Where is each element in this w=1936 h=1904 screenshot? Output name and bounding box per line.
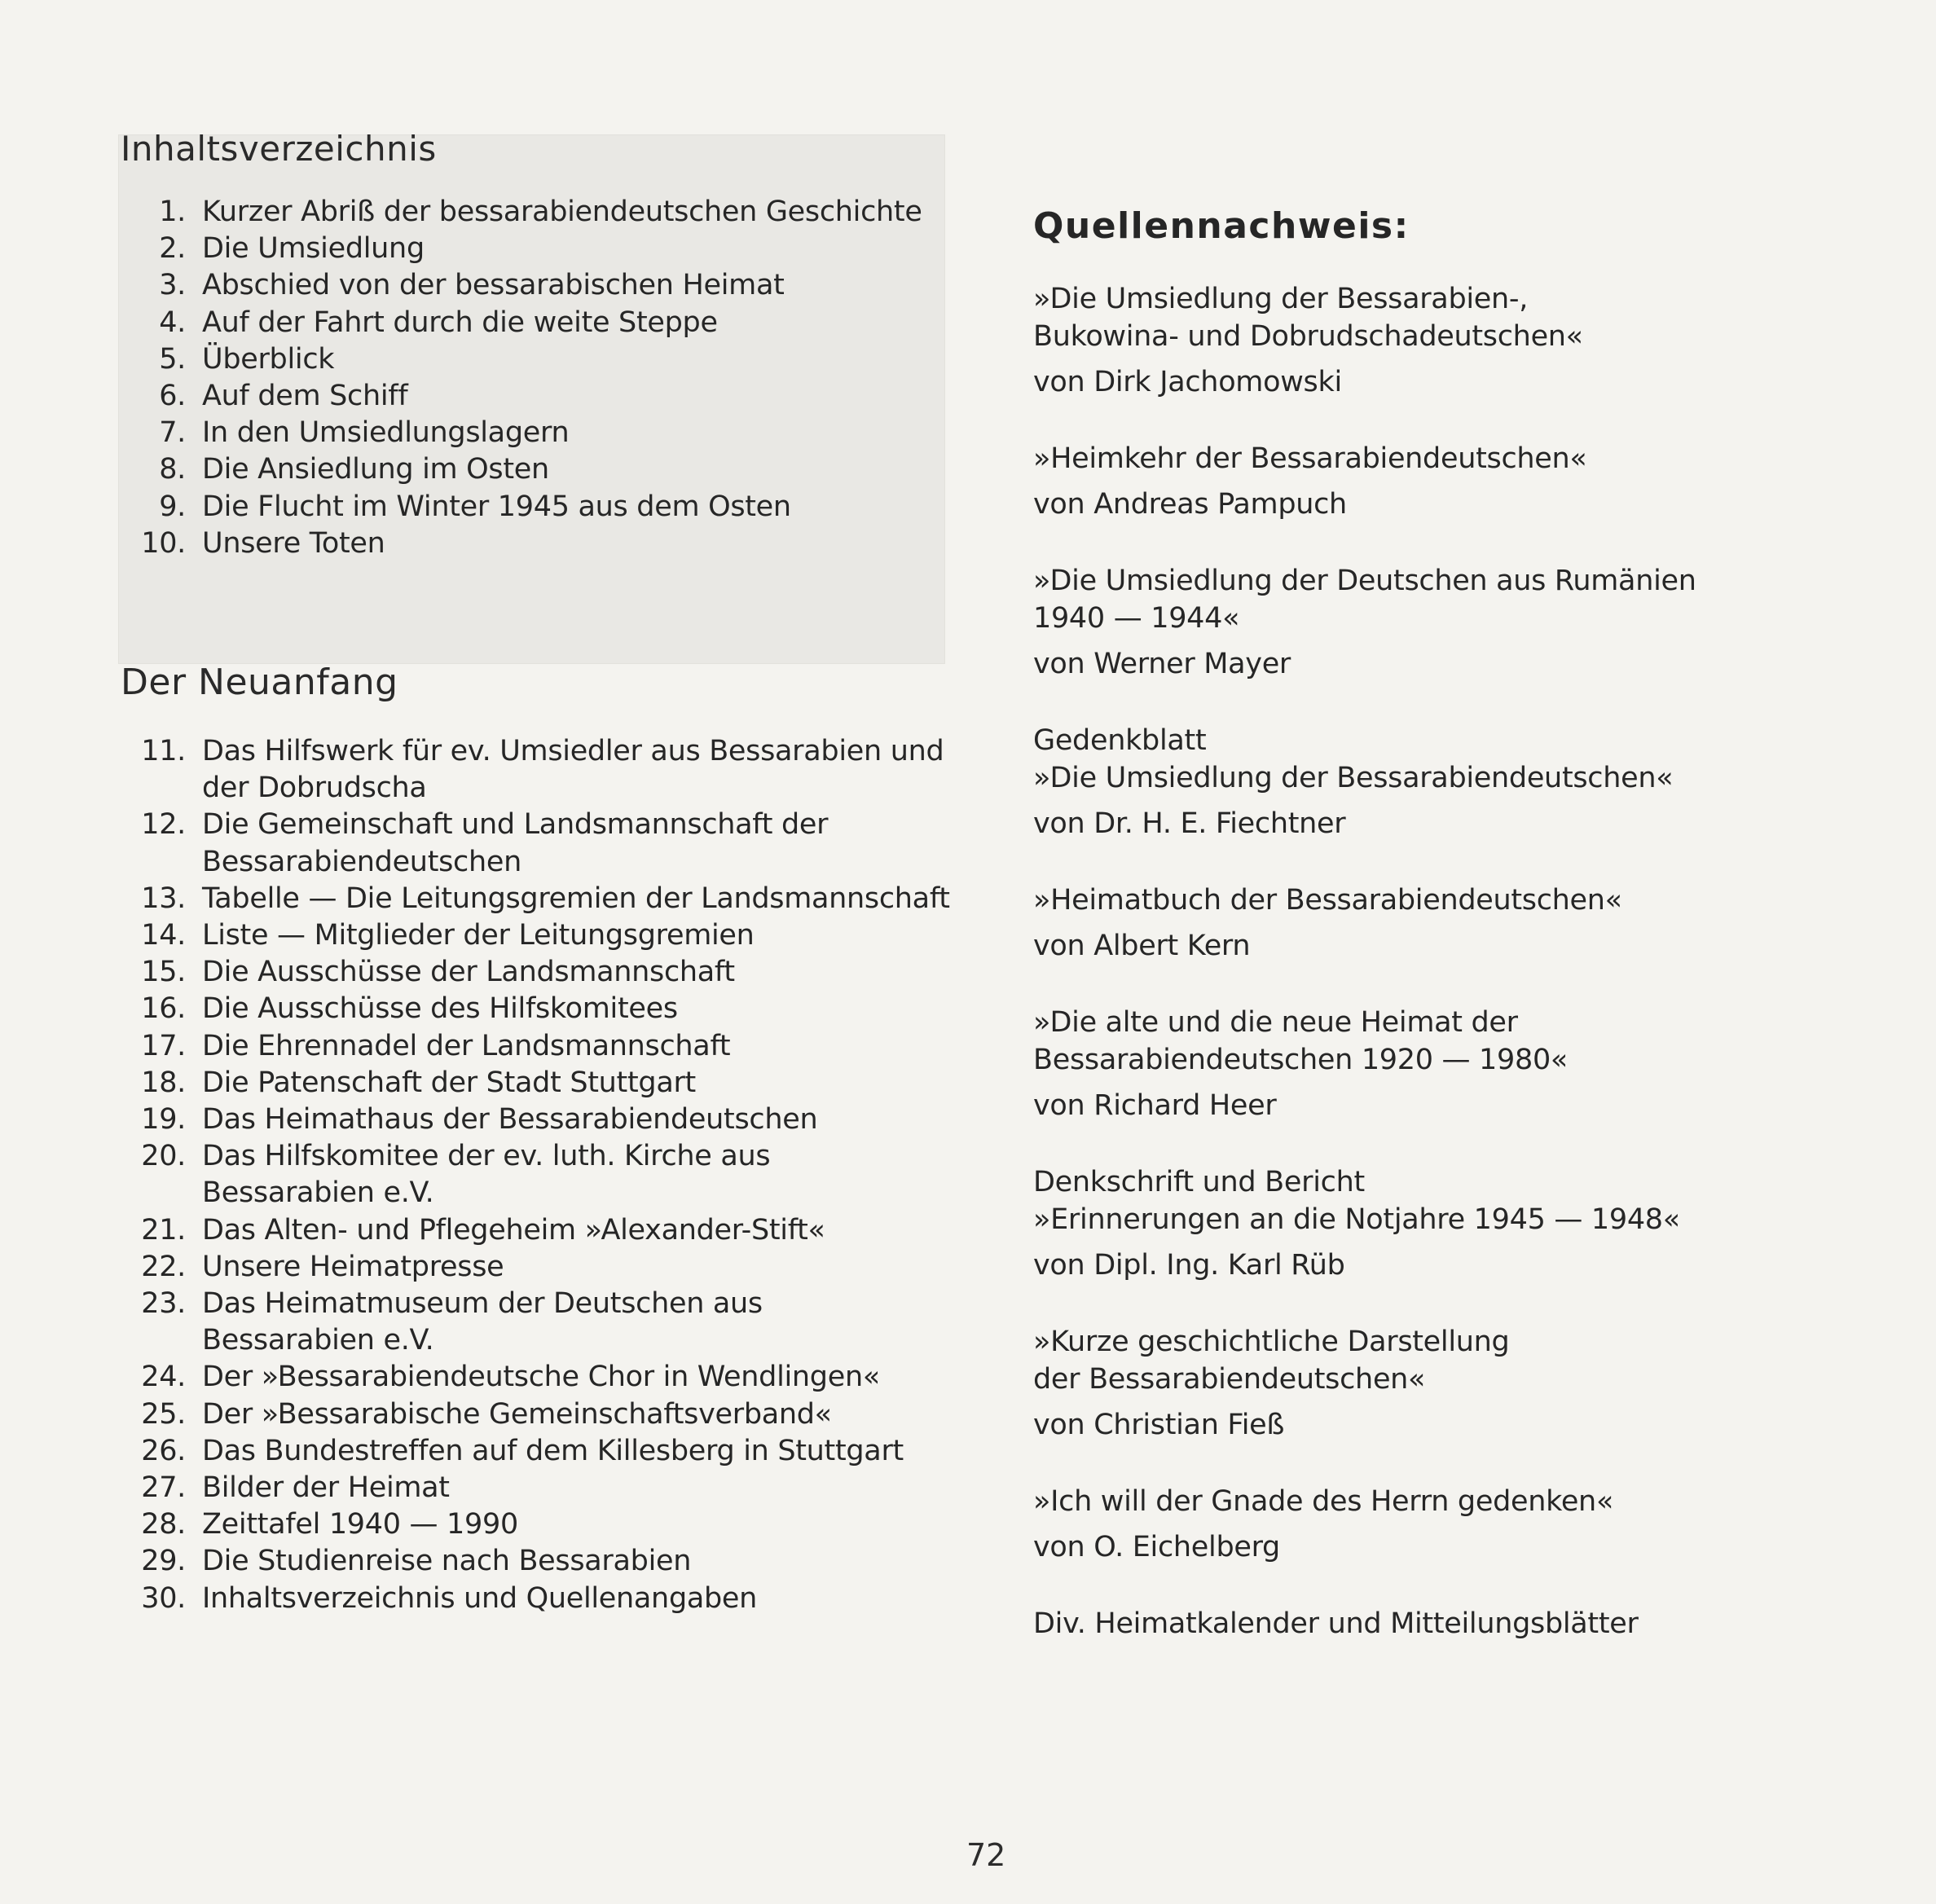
toc-entry (121, 954, 950, 991)
toc-entry (121, 194, 922, 231)
source-author: von Dipl. Ing. Karl Rüb (1033, 1249, 1345, 1282)
toc-entry-number: 2. (159, 232, 186, 266)
toc-entry-number: 3. (159, 269, 186, 302)
toc-entry-number: 30. (141, 1581, 186, 1615)
toc-entry-title: Inhaltsverzeichnis und Quellenangaben (202, 1581, 758, 1615)
toc-entry-number (121, 844, 186, 881)
source-title-line: »Die alte und die neue Heimat der (1033, 1006, 1518, 1039)
toc-entry-continuation (121, 844, 950, 881)
sources-section (1033, 204, 1832, 1680)
toc-entry (121, 733, 950, 770)
page-number: 72 (966, 1837, 1006, 1873)
toc-entry (121, 917, 950, 954)
toc-entry-title: In den Umsiedlungslagern (202, 416, 570, 450)
source-author: von Dirk Jachomowski (1033, 366, 1342, 398)
source-title-line: »Kurze geschichtliche Darstellung (1033, 1326, 1510, 1358)
toc-entry (121, 489, 922, 525)
toc-entry-title: Auf der Fahrt durch die weite Steppe (202, 306, 718, 339)
toc-entry-number (121, 770, 186, 807)
toc-entry-title: Zeittafel 1940 — 1990 (202, 1508, 518, 1541)
toc-entry-number: 15. (141, 956, 186, 989)
source-author: von Andreas Pampuch (1033, 488, 1347, 521)
toc-entry-number: 22. (141, 1250, 186, 1283)
toc-entry-title: Auf dem Schiff (202, 380, 408, 413)
toc-entry-number: 29. (141, 1545, 186, 1578)
toc-entry-number: 12. (141, 808, 186, 842)
source-title-line: Bukowina- und Dobrudschadeutschen« (1033, 320, 1583, 353)
source-title-line: Denkschrift und Bericht (1033, 1166, 1365, 1198)
toc-entry-continuation (121, 770, 950, 807)
source-author: von Dr. H. E. Fiechtner (1033, 807, 1346, 840)
toc-entry (121, 378, 922, 415)
toc-entry-number: 26. (141, 1434, 186, 1467)
toc-entry-number: 14. (141, 919, 186, 952)
toc-entry-title: Die Patenschaft der Stadt Stuttgart (202, 1066, 696, 1099)
toc-list (121, 194, 922, 562)
neuanfang-heading: Der Neuanfang (121, 662, 398, 703)
toc-entry-number: 5. (159, 342, 186, 376)
toc-entry-continuation (121, 1322, 950, 1359)
sources-heading: Quellennachweis: (1033, 205, 1410, 247)
toc-entry-title: Unsere Heimatpresse (202, 1250, 504, 1283)
toc-entry-title: Bilder der Heimat (202, 1471, 450, 1505)
toc-entry (121, 1102, 950, 1138)
toc-entry-title: Bessarabien e.V. (202, 1324, 434, 1357)
toc-entry (121, 1359, 950, 1396)
source-title-line: »Erinnerungen an die Notjahre 1945 — 1948« (1033, 1203, 1680, 1236)
toc-entry-title: Überblick (202, 342, 335, 376)
toc-entry-number: 1. (159, 196, 186, 228)
toc-entry-title: Abschied von der bessarabischen Heimat (202, 269, 785, 302)
source-entry (1033, 1163, 1832, 1286)
toc-entry (121, 267, 922, 304)
toc-entry-title: Die Flucht im Winter 1945 aus dem Osten (202, 490, 791, 523)
toc-entry-title: Bessarabien e.V. (202, 1176, 434, 1210)
source-entry (1033, 1605, 1832, 1642)
toc-entry-number: 23. (141, 1287, 186, 1321)
toc-entry (121, 1212, 950, 1249)
toc-entry (121, 231, 922, 267)
toc-entry (121, 305, 922, 341)
source-title-line: »Die Umsiedlung der Bessarabiendeutschen« (1033, 762, 1674, 794)
toc-entry-title: Das Heimatmuseum der Deutschen aus (202, 1287, 763, 1321)
toc-entry-number: 25. (141, 1397, 186, 1431)
toc-entry-number: 19. (141, 1103, 186, 1137)
toc-entry-title: Die Ansiedlung im Osten (202, 453, 549, 486)
toc-entry-title: Die Gemeinschaft und Landsmannschaft der (202, 808, 829, 842)
source-entry (1033, 722, 1832, 844)
toc-entry-number (121, 1322, 186, 1359)
toc-entry-title: Der »Bessarabiendeutsche Chor in Wendlingen« (202, 1361, 880, 1394)
toc-entry (121, 881, 950, 917)
toc-entry (121, 415, 922, 451)
toc-entry (121, 525, 922, 562)
toc-entry-continuation (121, 1175, 950, 1211)
source-author: von Werner Mayer (1033, 648, 1291, 680)
toc-entry (121, 1028, 950, 1065)
toc-entry-title: Die Ehrennadel der Landsmannschaft (202, 1029, 731, 1062)
toc-entry-title: Kurzer Abriß der bessarabiendeutschen Geschichte (202, 196, 922, 228)
toc-entry (121, 1433, 950, 1470)
toc-entry-title: Die Studienreise nach Bessarabien (202, 1545, 692, 1578)
toc-entry (121, 1506, 950, 1543)
toc-entry (121, 1286, 950, 1322)
source-title-line: »Die Umsiedlung der Bessarabien-, (1033, 283, 1529, 315)
toc-entry-number: 7. (159, 416, 186, 450)
toc-entry-number (121, 1175, 186, 1211)
source-entry (1033, 882, 1832, 966)
source-entry (1033, 1483, 1832, 1568)
source-author: von Albert Kern (1033, 930, 1251, 962)
toc-entry-number: 21. (141, 1213, 186, 1247)
source-title-line: »Heimatbuch der Bessarabiendeutschen« (1033, 884, 1622, 917)
toc-entry-title: Das Heimathaus der Bessarabiendeutschen (202, 1103, 818, 1137)
toc-entry-number: 8. (159, 453, 186, 486)
toc-entry-title: Unsere Toten (202, 526, 385, 560)
toc-entry (121, 1581, 950, 1617)
toc-entry-number: 6. (159, 380, 186, 413)
toc-entry (121, 1138, 950, 1175)
toc-entry (121, 1470, 950, 1506)
toc-entry-title: Die Ausschüsse der Landsmannschaft (202, 956, 735, 989)
source-title-line: »Ich will der Gnade des Herrn gedenken« (1033, 1485, 1614, 1518)
source-author: von O. Eichelberg (1033, 1531, 1280, 1563)
source-entry (1033, 1323, 1832, 1445)
toc-entry-title: Tabelle — Die Leitungsgremien der Landsmannschaft (202, 882, 950, 915)
source-title-line: 1940 — 1944« (1033, 602, 1240, 635)
toc-entry (121, 1543, 950, 1580)
toc-entry-number: 11. (141, 735, 186, 767)
source-entry (1033, 562, 1832, 684)
toc-entry (121, 991, 950, 1027)
toc-entry-title: Der »Bessarabische Gemeinschaftsverband« (202, 1397, 832, 1431)
toc-entry-number: 18. (141, 1066, 186, 1099)
toc-entry-number: 13. (141, 882, 186, 915)
source-entry (1033, 1004, 1832, 1126)
source-title-line: Bessarabiendeutschen 1920 — 1980« (1033, 1044, 1569, 1076)
toc-entry (121, 1249, 950, 1286)
toc-entry-number: 17. (141, 1029, 186, 1062)
toc-entry-number: 20. (141, 1140, 186, 1173)
toc-entry-title: Das Bundestreffen auf dem Killesberg in Stuttgart (202, 1434, 904, 1467)
toc-entry-number: 24. (141, 1361, 186, 1394)
source-title-line: »Die Umsiedlung der Deutschen aus Rumänien (1033, 565, 1696, 597)
source-title-line: Gedenkblatt (1033, 724, 1207, 757)
toc-entry-title: Liste — Mitglieder der Leitungsgremien (202, 919, 755, 952)
source-title-line: Div. Heimatkalender und Mitteilungsblätter (1033, 1607, 1639, 1640)
toc-entry (121, 451, 922, 488)
toc-entry-number: 28. (141, 1508, 186, 1541)
toc-entry-title: Die Ausschüsse des Hilfskomitees (202, 992, 678, 1026)
toc-entry-title: Bessarabiendeutschen (202, 845, 521, 878)
source-author: von Christian Fieß (1033, 1409, 1285, 1441)
toc-entry-number: 16. (141, 992, 186, 1026)
source-entry (1033, 280, 1832, 402)
toc-entry (121, 807, 950, 843)
toc-entry-number: 9. (159, 490, 186, 523)
toc-entry-title: der Dobrudscha (202, 772, 427, 805)
toc-heading: Inhaltsverzeichnis (121, 129, 437, 169)
source-entry (1033, 440, 1832, 525)
toc-entry-title: Das Alten- und Pflegeheim »Alexander-Stift« (202, 1213, 825, 1247)
toc-entry (121, 1065, 950, 1102)
source-title-line: der Bessarabiendeutschen« (1033, 1363, 1426, 1396)
toc-entry-number: 27. (141, 1471, 186, 1505)
source-title-line: »Heimkehr der Bessarabiendeutschen« (1033, 442, 1587, 475)
toc-entry (121, 341, 922, 378)
toc-entry-title: Das Hilfswerk für ev. Umsiedler aus Bessarabien und (202, 735, 944, 767)
toc-entry-number: 4. (159, 306, 186, 339)
source-author: von Richard Heer (1033, 1089, 1277, 1122)
neuanfang-list (121, 733, 950, 1617)
toc-entry-number: 10. (141, 526, 186, 560)
toc-entry-title: Das Hilfskomitee der ev. luth. Kirche aus (202, 1140, 771, 1173)
sources-list (1033, 280, 1832, 1642)
toc-entry (121, 1396, 950, 1433)
toc-entry-title: Die Umsiedlung (202, 232, 425, 266)
